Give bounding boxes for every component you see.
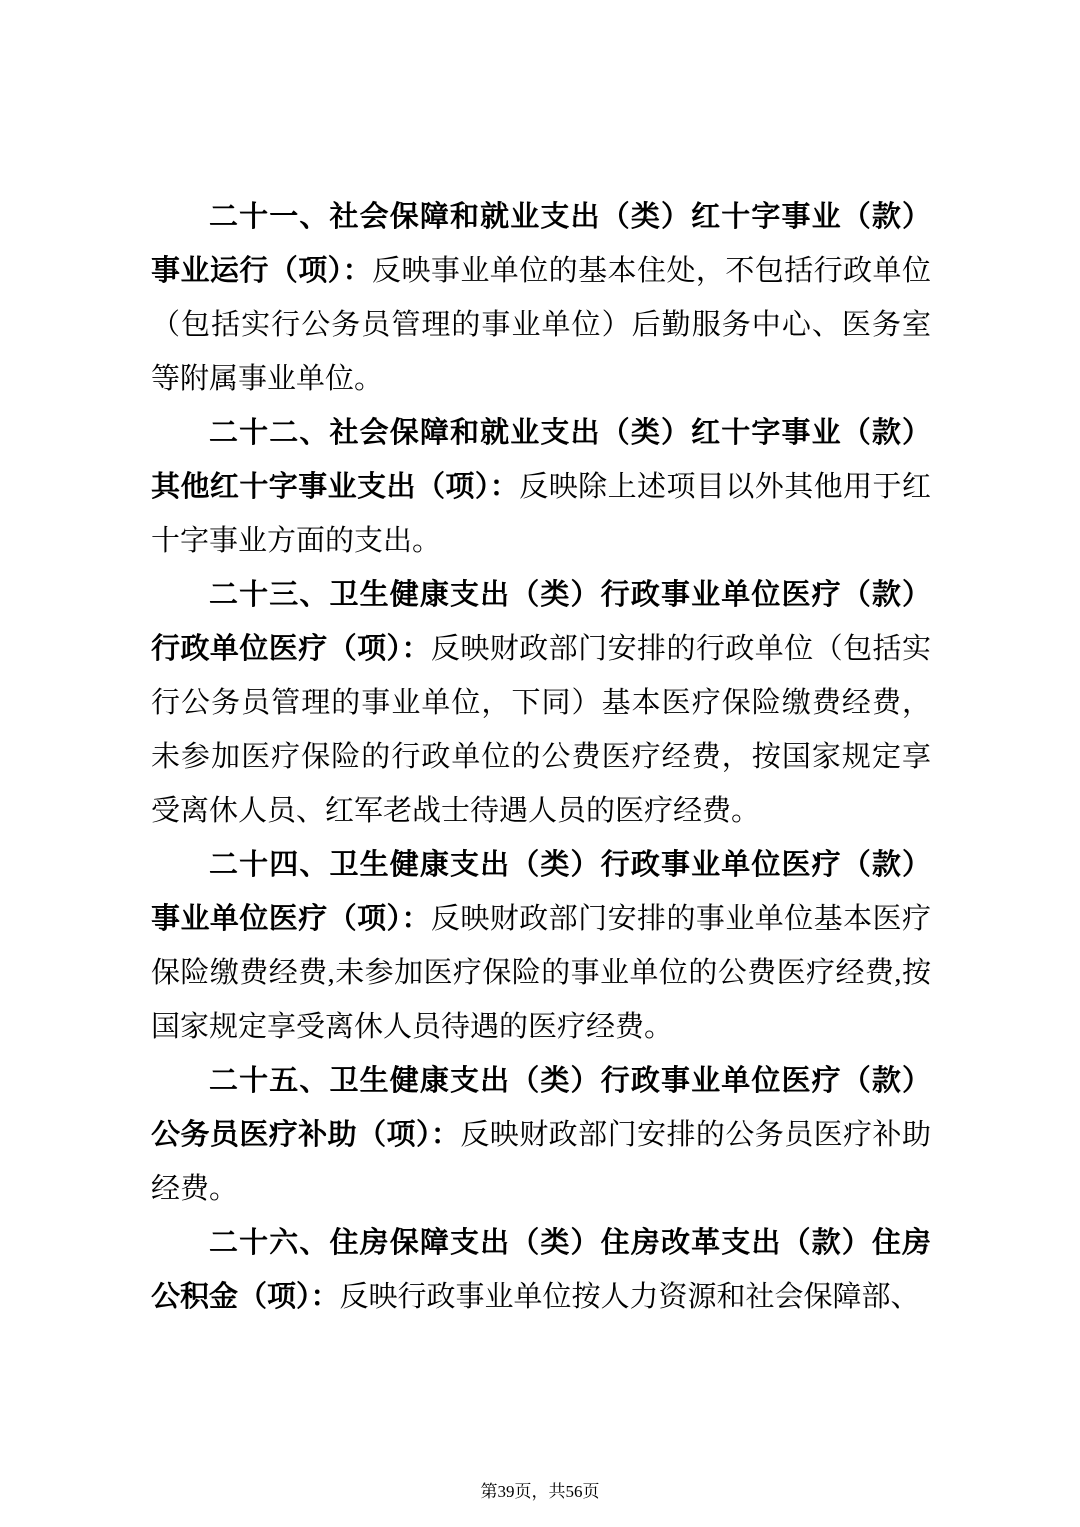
paragraph-24 [151, 838, 931, 1054]
paragraph-25-lead: 二十五、卫生健康支出（类）行政事业单位医疗（款）公务员医疗补助（项）： [151, 1065, 931, 1151]
paragraph-26 [151, 1216, 931, 1324]
paragraph-24-body: 反映财政部门安排的事业单位基本医疗保险缴费经费,未参加医疗保险的事业单位的公费医疗经费,按国家规定享受离休人员待遇的医疗经费。 [151, 903, 931, 1043]
paragraph-25-body: 反映财政部门安排的公务员医疗补助经费。 [151, 1119, 931, 1205]
paragraph-22 [151, 406, 931, 568]
paragraph-25 [151, 1054, 931, 1216]
paragraph-23-body: 反映财政部门安排的行政单位（包括实行公务员管理的事业单位，下同）基本医疗保险缴费经费，未参加医疗保险的行政单位的公费医疗经费，按国家规定享受离休人员、红军老战士待遇人员的医疗经费。 [151, 633, 931, 827]
paragraph-22-lead: 二十二、社会保障和就业支出（类）红十字事业（款）其他红十字事业支出（项）： [151, 417, 931, 503]
page-footer: 第39页，共56页 [480, 1482, 600, 1501]
paragraph-23 [151, 568, 931, 838]
paragraph-23-lead: 二十三、卫生健康支出（类）行政事业单位医疗（款）行政单位医疗（项）： [151, 579, 931, 665]
paragraph-26-lead: 二十六、住房保障支出（类）住房改革支出（款）住房公积金（项）： [151, 1227, 931, 1313]
paragraph-26-body: 反映行政事业单位按人力资源和社会保障部、 [339, 1281, 920, 1313]
paragraph-21-body: 反映事业单位的基本住处，不包括行政单位（包括实行公务员管理的事业单位）后勤服务中心、医务室等附属事业单位。 [151, 255, 931, 395]
paragraph-21-lead: 二十一、社会保障和就业支出（类）红十字事业（款）事业运行（项）： [151, 201, 931, 287]
paragraph-22-body: 反映除上述项目以外其他用于红十字事业方面的支出。 [151, 471, 931, 557]
paragraph-21 [151, 190, 931, 406]
document-content [151, 190, 931, 1324]
paragraph-24-lead: 二十四、卫生健康支出（类）行政事业单位医疗（款）事业单位医疗（项）： [151, 849, 931, 935]
